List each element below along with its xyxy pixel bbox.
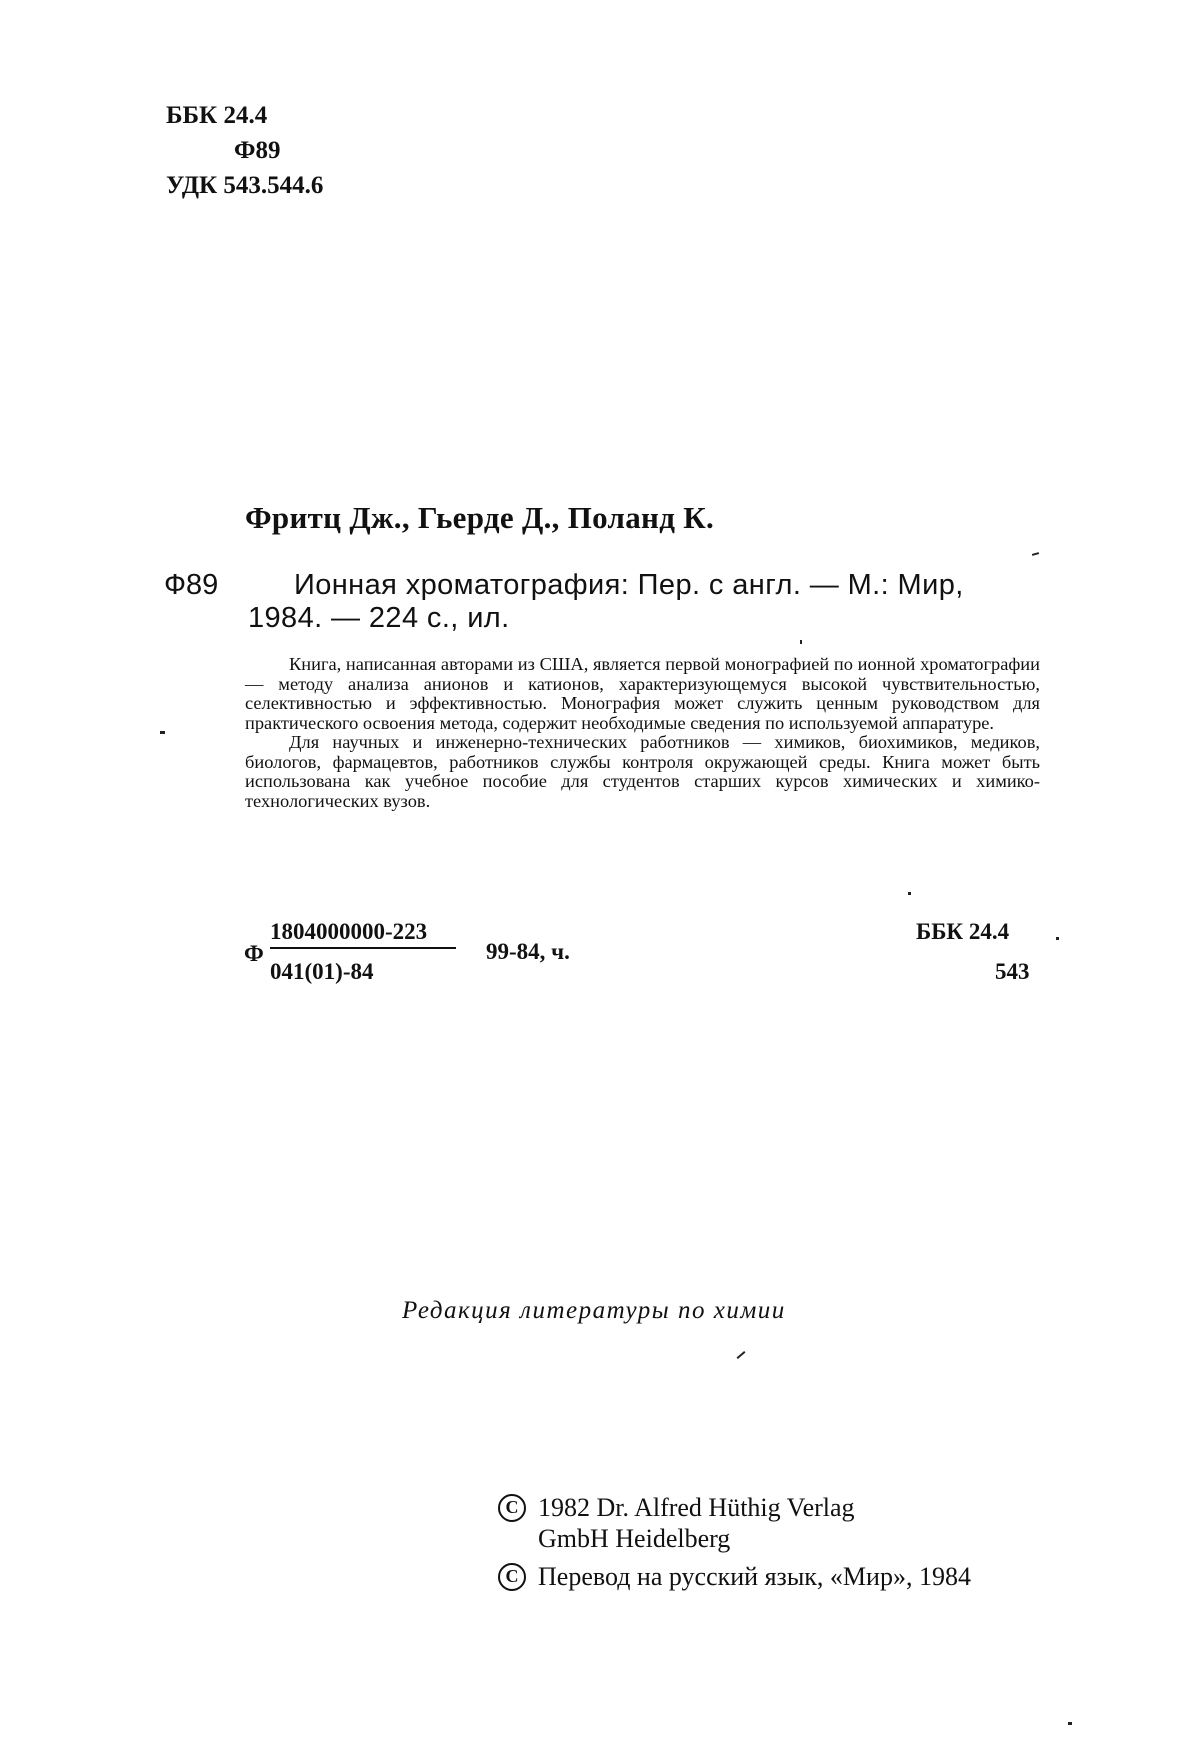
index-bbk: ББК 24.4 xyxy=(916,919,1010,944)
bbk-classification xyxy=(166,103,267,128)
copyright-icon: C xyxy=(498,1494,526,1522)
udk-classification xyxy=(166,173,323,198)
annotation-paragraph-1: Книга, написанная авторами из США, является первой монографией по ионной хроматографии — методу анализа анионов и катионов, характеризующемуся высокой чувствительностью, селективностью и эффективностью. Монография может служить ценным руководством для практического освоения метода, содержит необходимые сведения по используемой аппаратуре. xyxy=(245,654,1040,733)
index-bbk-sub: 543 xyxy=(995,959,1030,984)
copyright-translation xyxy=(498,1561,971,1592)
title-code: Ф89 xyxy=(164,569,219,601)
copyright-original xyxy=(498,1492,971,1554)
udk-label: УДК xyxy=(166,172,218,199)
copyright-line-2: GmbH Heidelberg xyxy=(538,1524,731,1553)
index-plan: 99-84, ч. xyxy=(486,939,570,964)
copyright-line-1: 1982 Dr. Alfred Hüthig Verlag xyxy=(538,1493,855,1522)
copyright-line-3: Перевод на русский язык, «Мир», 1984 xyxy=(538,1562,971,1591)
scan-speck xyxy=(800,640,802,644)
index-denominator: 041(01)-84 xyxy=(270,959,374,984)
authors-line: Фритц Дж., Гьерде Д., Поланд К. xyxy=(245,500,715,535)
title-line-1: Ионная хроматография: Пер. с англ. — М.: Мир, xyxy=(294,569,964,601)
index-numerator: 1804000000-223 xyxy=(270,919,428,944)
index-prefix: Ф xyxy=(244,941,264,966)
title-line-2: 1984. — 224 с., ил. xyxy=(248,602,510,634)
scan-speck xyxy=(160,731,165,734)
bbk-value: 24.4 xyxy=(223,102,268,129)
copyright-icon: C xyxy=(498,1563,526,1591)
copyright-block xyxy=(498,1492,971,1592)
annotation xyxy=(245,655,1040,811)
scan-speck xyxy=(1068,1722,1072,1725)
scan-speck xyxy=(1032,552,1039,556)
udk-value: 543.544.6 xyxy=(223,172,324,199)
bbk-label: ББК xyxy=(166,102,218,129)
copyright-original-text xyxy=(538,1492,855,1554)
fraction-bar xyxy=(270,947,456,949)
scan-speck xyxy=(737,1351,746,1359)
annotation-paragraph-2: Для научных и инженерно-технических работников — химиков, биохимиков, медиков, биологов, фармацевтов, работников службы контроля окружающей среды. Книга может быть использована как учебное пособие для студентов старших курсов химических и химико-технологических вузов. xyxy=(245,732,1040,811)
scan-speck xyxy=(1056,937,1059,940)
scan-speck xyxy=(908,892,911,895)
author-sign: Ф89 xyxy=(234,137,281,164)
editorial-office: Редакция литературы по химии xyxy=(402,1297,786,1324)
